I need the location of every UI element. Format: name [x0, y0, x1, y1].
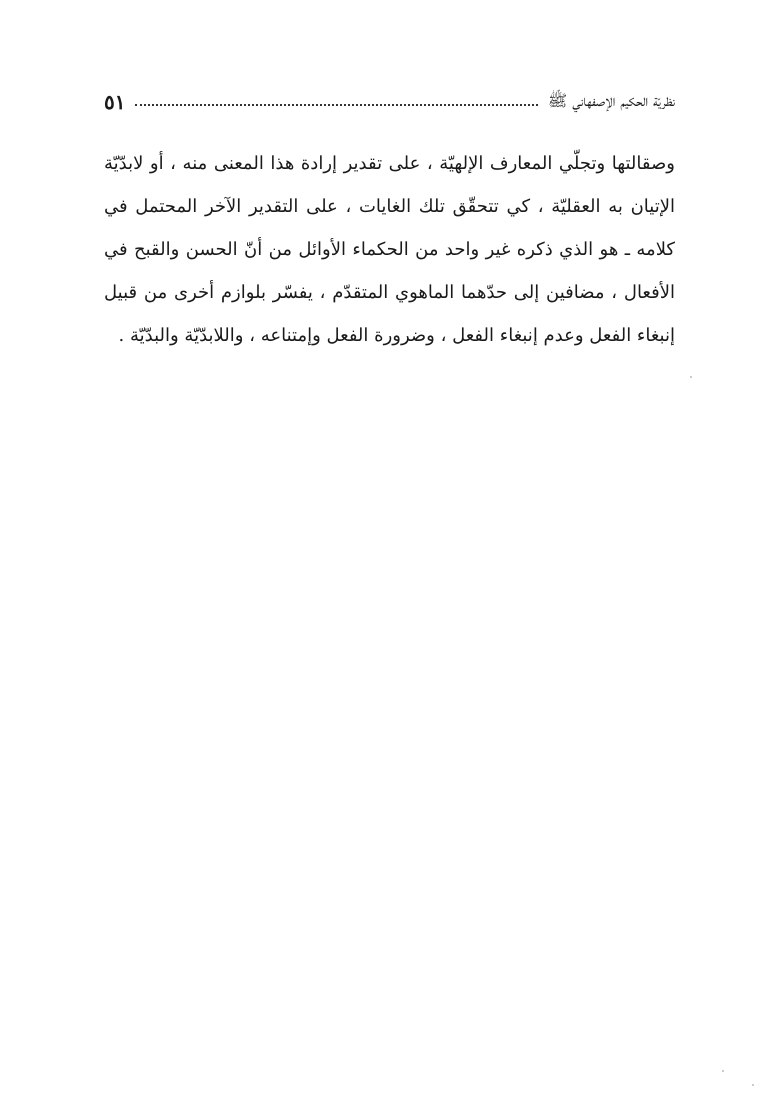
scan-speck: [690, 376, 692, 378]
header-dot-leader: [135, 104, 537, 106]
text-line: وصقالتها وتجلّي المعارف الإلهيّة ، على تقدير إرادة هذا المعنى منه ، أو لابدّيّة: [104, 153, 675, 174]
text-line: الأفعال ، مضافين إلى حدّهما الماهوي المتقدّم ، يفسّر بلوازم أخرى من قبيل: [104, 282, 675, 303]
text-line: الإتيان به العقليّة ، كي تتحقّق تلك الغايات ، على التقدير الآخر المحتمل في: [104, 196, 675, 217]
page-number: ٥١: [104, 90, 126, 114]
running-header-title: نظريّة الحكيم الإصفهاني ﷺ: [547, 90, 675, 110]
scan-speck: [752, 1084, 754, 1086]
body-paragraph: [104, 142, 675, 357]
scan-speck: [722, 1070, 724, 1072]
running-header: [104, 88, 675, 116]
text-line: كلامه ـ هو الذي ذكره غير واحد من الحكماء الأوائل من أنّ الحسن والقبح في: [104, 239, 675, 260]
text-line: إنبغاء الفعل وعدم إنبغاء الفعل ، وضرورة الفعل وإمتناعه ، واللابدّيّة والبدّيّة .: [118, 325, 675, 346]
